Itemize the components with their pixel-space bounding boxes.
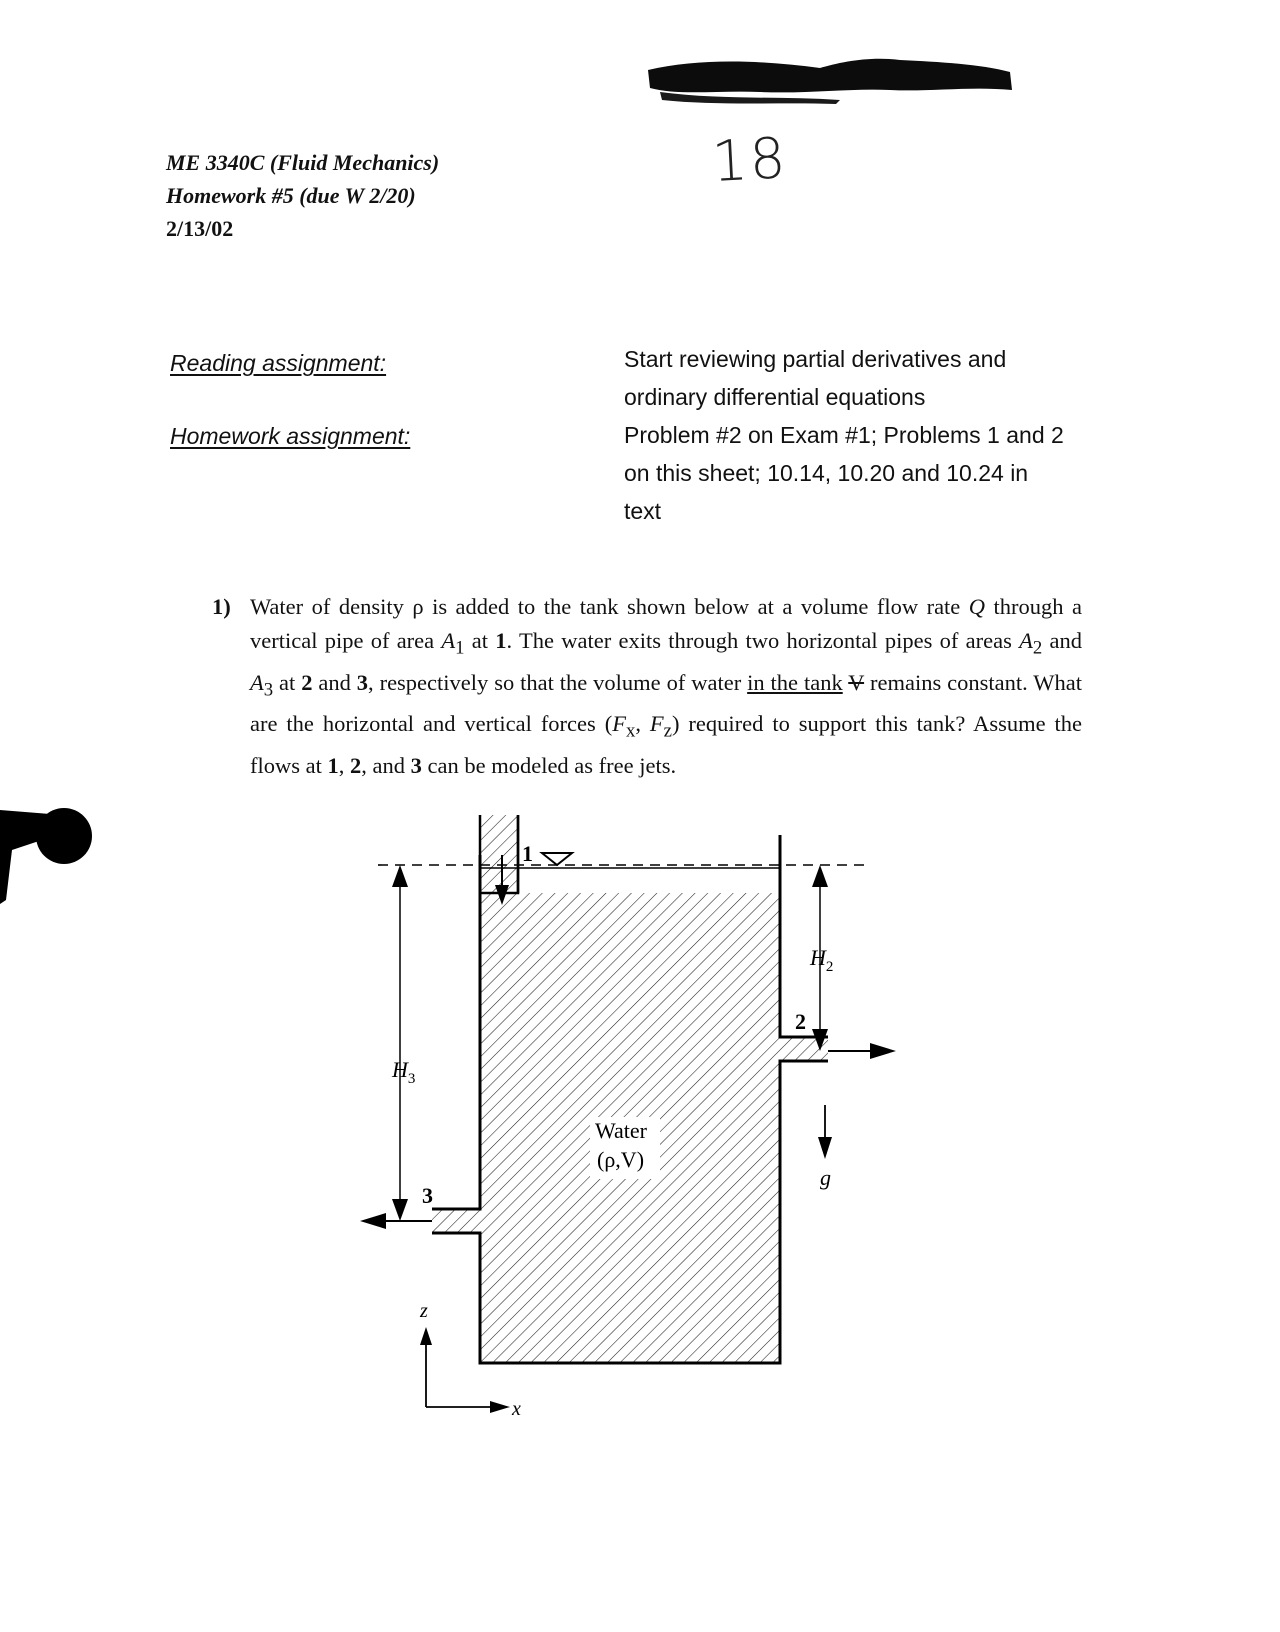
label-H3: $H_3$ [392,1057,416,1087]
course-header [166,146,439,245]
z-axis-arrow [420,1327,432,1345]
homework-assignment-label: Homework assignment: [170,423,411,449]
problem-statement: Water of density ρ is added to the tank shown below at a volume flow rate Q through a vertical pipe of area $A_1$ at 1. The water exits through two horizontal pipes of areas $A_2$ and $A_3$ at 2 and 3, respectively so that the volume of water in the tank V remains constant. What are the horizontal and vertical forces ($F_x$, $F_z$) required to support this tank? Assume the flows at 1, 2, and 3 can be modeled as free jets. [250,594,1083,778]
reading-assignment-label: Reading assignment: [170,350,387,376]
outlet-2-arrow [870,1043,896,1059]
inlet-pipe [480,815,518,893]
scan-artifact-blob [0,800,100,910]
water-properties-label: (ρ,V) [597,1147,645,1172]
water-label: Water [595,1118,647,1143]
label-g: g [820,1165,831,1190]
gravity-arrow [818,1137,832,1159]
free-surface-marker [542,853,572,865]
problem-1 [212,590,1082,783]
label-H2: $H_2$ [810,945,834,975]
label-x: x [512,1398,521,1420]
reading-assignment-text: Start reviewing partial derivatives and ordinary differential equations [624,346,1007,410]
problem-number: 1) [212,594,231,619]
label-1: 1 [522,841,533,866]
label-z: z [420,1300,428,1322]
label-2: 2 [795,1009,806,1034]
handwritten-grade: 18 [710,126,789,195]
label-3: 3 [422,1183,433,1208]
course-title: ME 3340C (Fluid Mechanics) [166,150,440,175]
outlet-3-arrow [360,1213,386,1229]
tank-wall-left [432,855,480,1209]
date-line: 2/13/02 [166,216,234,241]
redacted-name-scribble [640,52,1020,112]
x-axis-arrow [490,1401,510,1413]
homework-title: Homework #5 (due W 2/20) [166,183,416,208]
homework-assignment-text: Problem #2 on Exam #1; Problems 1 and 2 on this sheet; 10.14, 10.20 and 10.24 in text [624,422,1064,524]
tank-diagram [340,815,940,1455]
